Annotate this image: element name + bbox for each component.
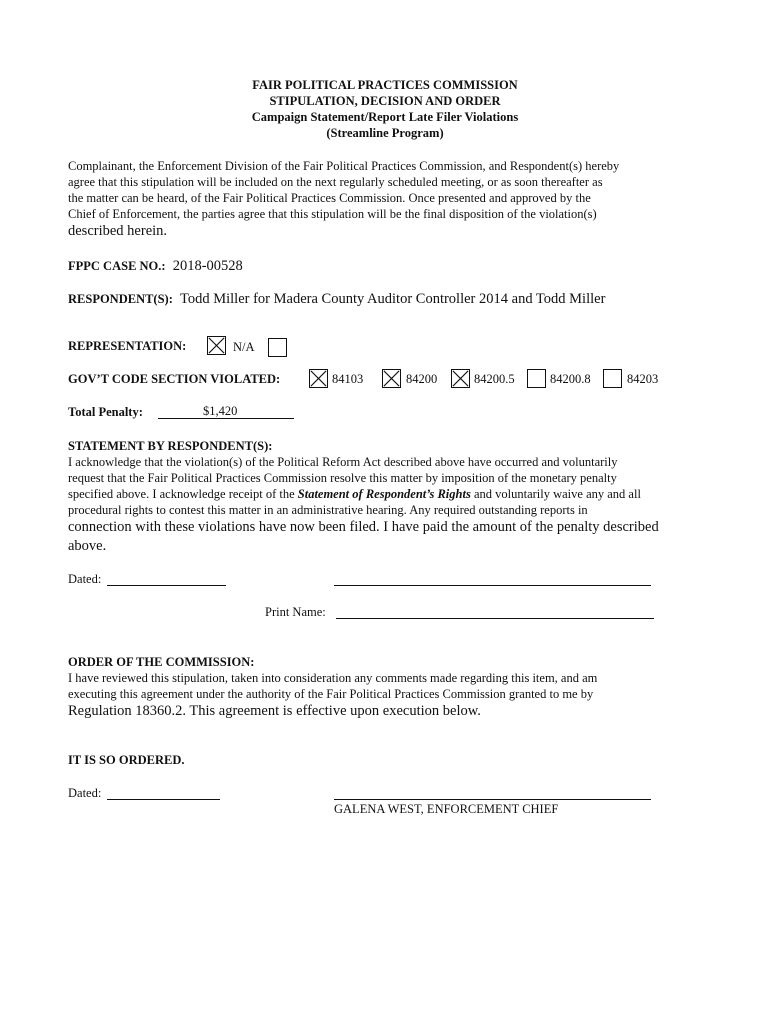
total-penalty-label — [68, 405, 143, 420]
document-title: STIPULATION, DECISION AND ORDER — [269, 94, 501, 108]
statement-line: above. — [68, 538, 107, 554]
intro-line: agree that this stipulation will be included on the next regularly scheduled meeting, or as soon thereafter as — [68, 175, 603, 189]
respondent-statement — [68, 438, 708, 556]
intro-paragraph — [68, 158, 708, 241]
respondent-signature-field[interactable] — [334, 585, 651, 586]
code-84203-checkbox[interactable] — [603, 369, 622, 388]
intro-line: described herein. — [68, 223, 168, 239]
code-84103-label: 84103 — [332, 372, 364, 386]
statement-text: and voluntarily waive any and all — [470, 487, 641, 501]
order-line: Regulation 18360.2. This agreement is effective upon execution below. — [68, 703, 481, 719]
statement-line — [68, 486, 708, 502]
print-name-field[interactable] — [336, 618, 654, 619]
intro-line: the matter can be heard, of the Fair Political Practices Commission. Once presented and approved by the — [68, 191, 591, 205]
code-84103-checkbox[interactable] — [309, 369, 328, 388]
respondent-date-field[interactable] — [107, 585, 226, 586]
order-line: I have reviewed this stipulation, taken into consideration any comments made regarding this item, and am — [68, 671, 598, 685]
code-84203-label: 84203 — [627, 372, 659, 386]
statement-line: procedural rights to contest this matter in an administrative hearing. Any required outstanding reports in — [68, 503, 588, 517]
checkmark-x-icon — [310, 370, 327, 387]
total-penalty-value[interactable]: $1,420 — [203, 404, 238, 418]
checkmark-x-icon — [383, 370, 400, 387]
document-subtitle: Campaign Statement/Report Late Filer Violations — [251, 110, 519, 124]
program-name: (Streamline Program) — [326, 126, 444, 140]
intro-line: Chief of Enforcement, the parties agree that this stipulation will be the final disposition of the violation(s) — [68, 207, 597, 221]
respondents-value: Todd Miller for Madera County Auditor Controller 2014 and Todd Miller — [180, 291, 606, 307]
gov-code-label-text: GOV’T CODE SECTION VIOLATED: — [68, 372, 281, 386]
statement-text: specified above. I acknowledge receipt of the — [68, 487, 298, 501]
checkmark-x-icon — [452, 370, 469, 387]
enforcement-chief-signature-field[interactable] — [334, 799, 651, 800]
statement-line: connection with these violations have now been filed. I have paid the amount of the penalty described — [68, 519, 659, 535]
case-number-value: 2018-00528 — [172, 258, 243, 274]
representation-label — [68, 339, 186, 354]
respondents-label: RESPONDENT(S): — [68, 292, 173, 306]
code-84200-label: 84200 — [406, 372, 438, 386]
respondent-dated-label: Dated: — [68, 572, 102, 586]
code-84200-8-label: 84200.8 — [550, 372, 591, 386]
statement-line: request that the Fair Political Practices Commission resolve this matter by imposition of the monetary penalty — [68, 471, 617, 485]
case-number-label: FPPC CASE NO.: — [68, 259, 166, 273]
representation-na-checkbox[interactable] — [207, 336, 226, 355]
order-line: executing this agreement under the authority of the Fair Political Practices Commission granted to me by — [68, 687, 594, 701]
statement-heading: STATEMENT BY RESPONDENT(S): — [68, 439, 273, 453]
order-heading: ORDER OF THE COMMISSION: — [68, 655, 255, 669]
print-name-label: Print Name: — [265, 605, 326, 619]
commission-order — [68, 654, 708, 721]
rights-document-reference: Statement of Respondent’s Rights — [297, 487, 471, 501]
so-ordered-text: IT IS SO ORDERED. — [68, 753, 185, 767]
commission-dated-label: Dated: — [68, 786, 102, 800]
representation-other-checkbox[interactable] — [268, 338, 287, 357]
intro-line: Complainant, the Enforcement Division of the Fair Political Practices Commission, and Respondent(s) hereby — [68, 159, 620, 173]
total-penalty-label-text: Total Penalty: — [68, 405, 143, 419]
checkmark-x-icon — [208, 337, 225, 354]
signer-name: GALENA WEST, ENFORCEMENT CHIEF — [334, 802, 559, 816]
case-number-row — [68, 257, 243, 276]
representation-na-label: N/A — [233, 340, 255, 354]
commission-date-field[interactable] — [107, 799, 220, 800]
respondents-row — [68, 290, 605, 309]
code-84200-checkbox[interactable] — [382, 369, 401, 388]
code-84200-5-checkbox[interactable] — [451, 369, 470, 388]
code-84200-5-label: 84200.5 — [474, 372, 515, 386]
agency-title: FAIR POLITICAL PRACTICES COMMISSION — [252, 78, 518, 92]
statement-line: I acknowledge that the violation(s) of the Political Reform Act described above have occurred and voluntarily — [68, 455, 618, 469]
representation-label-text: REPRESENTATION: — [68, 339, 187, 353]
code-84200-8-checkbox[interactable] — [527, 369, 546, 388]
gov-code-label — [68, 372, 280, 387]
